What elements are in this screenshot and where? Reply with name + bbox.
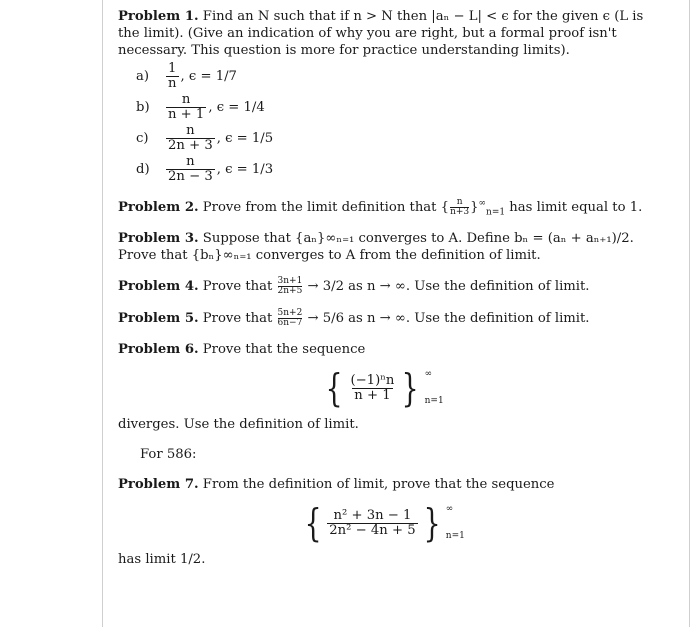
fraction: $\frac{n}{2n + 3}$ xyxy=(168,123,213,153)
problem-2: Problem 2. Prove from the limit definition that { $\frac{n}{n+3}$ }$^\infty_{n=1}$ has limit equal to 1. xyxy=(118,197,643,218)
item-label: b) xyxy=(136,100,150,115)
problem-6-heading: Problem 6. xyxy=(118,342,199,357)
document-body xyxy=(118,8,648,568)
problem-7-text: From the definition of limit, prove that the sequence xyxy=(202,477,555,492)
inline-fraction: $\frac{5n+2}{6n-7}$ xyxy=(277,308,303,328)
fraction: $\frac{1}{n}$ xyxy=(168,61,177,91)
problem-1-text: Find an N such that if n > N then |aₙ − L| < ϵ for the given ϵ (L is the limit). (Give an indication of why you are right, but a formal proof isn't necessary. This question is more for practice understanding limits). xyxy=(118,9,644,58)
problem-1-heading: Problem 1. xyxy=(118,9,199,24)
problem-1-item-b xyxy=(136,92,648,123)
problem-7-after: has limit 1/2. xyxy=(118,552,206,567)
item-label: c) xyxy=(136,131,149,146)
epsilon-value: , ϵ = 1/7 xyxy=(180,69,237,84)
problem-4-heading: Problem 4. xyxy=(118,279,199,294)
spacer xyxy=(118,328,648,341)
problem-3-text: Suppose that {aₙ}∞ₙ₌₁ converges to A. Define bₙ = (aₙ + aₙ₊₁)/2. Prove that {bₙ}∞ₙ₌₁ converges to A from the definition of limit. xyxy=(118,231,634,263)
problem-3-heading: Problem 3. xyxy=(118,231,199,246)
fraction: $\frac{n}{2n - 3}$ xyxy=(168,154,213,184)
problem-6-text: Prove that the sequence xyxy=(202,342,366,357)
course-label: For 586: xyxy=(140,447,197,462)
problem-6-after: diverges. Use the definition of limit. xyxy=(118,417,359,432)
problem-1-item-d xyxy=(136,154,648,185)
item-label: d) xyxy=(136,162,150,177)
problem-1-item-a xyxy=(136,61,648,92)
spacer xyxy=(118,264,648,277)
item-label: a) xyxy=(136,69,150,84)
sequence-limits: ∞ n=1 xyxy=(445,504,465,541)
problem-2-text: Prove from the limit definition that { xyxy=(202,200,450,215)
fraction: $\frac{n}{n + 1}$ xyxy=(168,92,205,122)
problem-7-heading: Problem 7. xyxy=(118,477,199,492)
left-brace: { xyxy=(304,501,322,545)
fraction: $\frac{\text{n² + 3n − 1}}{\text{2n² − 4n + 5}}$ xyxy=(329,507,416,538)
problem-1 xyxy=(118,8,648,59)
right-brace: } xyxy=(423,501,441,545)
problem-6-sequence xyxy=(118,364,648,412)
epsilon-value: , ϵ = 1/3 xyxy=(216,162,274,177)
problem-2-heading: Problem 2. xyxy=(118,200,199,215)
epsilon-value: , ϵ = 1/4 xyxy=(208,100,265,115)
spacer xyxy=(118,296,648,309)
problem-1-items xyxy=(136,61,648,185)
fraction: $\frac{\text{(−1)ⁿn}}{n + 1}$ xyxy=(350,372,395,403)
problem-5-heading: Problem 5. xyxy=(118,311,199,326)
right-brace: } xyxy=(402,366,419,410)
epsilon-value: , ϵ = 1/5 xyxy=(216,131,274,146)
inline-fraction: $\frac{3n+1}{2n+5}$ xyxy=(277,276,303,296)
problem-3 xyxy=(118,230,648,264)
spacer xyxy=(118,433,648,446)
problem-5: Problem 5. Prove that $\frac{5n+2}{6n-7}$ → 5/6 as n → ∞. Use the definition of limit. xyxy=(118,308,590,328)
spacer xyxy=(118,185,648,198)
spacer xyxy=(118,463,648,476)
problem-7-sequence xyxy=(118,499,648,547)
problem-1-item-c xyxy=(136,123,648,154)
problem-4: Problem 4. Prove that $\frac{3n+1}{2n+5}$ → 3/2 as n → ∞. Use the definition of limit. xyxy=(118,276,590,296)
sequence-limits: ∞ n=1 xyxy=(424,369,444,406)
left-brace: { xyxy=(325,366,343,410)
problem-6 xyxy=(118,341,648,358)
spacer xyxy=(118,217,648,230)
inline-fraction: $\frac{n}{n+3}$ xyxy=(450,197,470,217)
problem-7 xyxy=(118,476,648,493)
